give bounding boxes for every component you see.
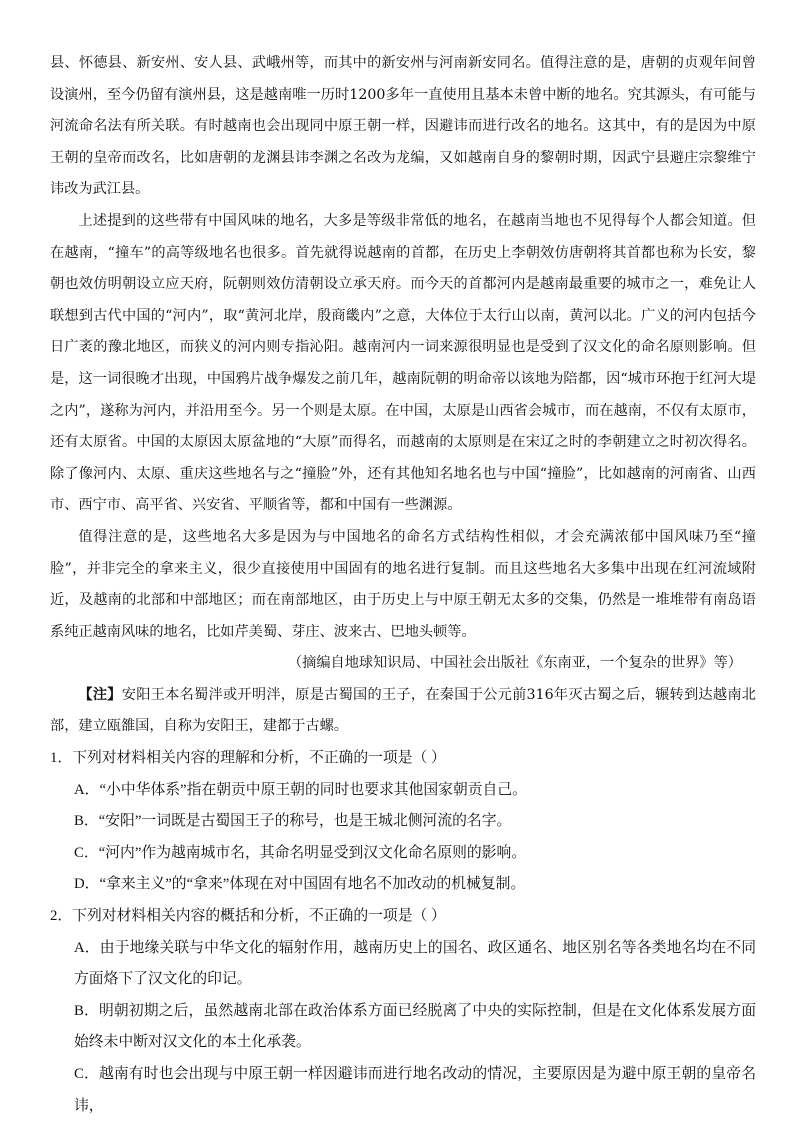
note-tag: 【注】 [78,686,122,703]
question-1 [50,743,756,901]
note-text: 安阳王本名蜀泮或开明泮，原是古蜀国的王子，在秦国于公元前316年灭古蜀之后，辗转到达越南北部，建立瓯雒国，自称为安阳王，建都于古螺。 [50,686,756,735]
question-2 [50,901,756,1122]
option-b[interactable]: B．“安阳”一词既是古蜀国王子的称号，也是王城北侧河流的名字。 [74,813,512,830]
option-a[interactable]: A．“小中华体系”指在朝贡中原王朝的同时也要求其他国家朝贡自己。 [74,781,527,798]
option-d[interactable]: D．“拿来主义”的“拿来”体现在对中国固有地名不加改动的机械复制。 [74,876,526,893]
question-stem: 1．下列对材料相关内容的理解和分析，不正确的一项是（ ） [50,750,446,767]
passage-source: （摘编自地球知识局、中国社会出版社《东南亚，一个复杂的世界》等） [287,655,742,672]
question-stem: 2．下列对材料相关内容的概括和分析，不正确的一项是（ ） [50,908,446,925]
option-b[interactable]: B．明朝初期之后，虽然越南北部在政治体系方面已经脱离了中央的实际控制，但是在文化体系发展方面始终未中断对汉文化的本土化承袭。 [74,1002,756,1051]
passage-note [50,680,756,743]
passage-paragraph-3: 值得注意的是，这些地名大多是因为与中国地名的命名方式结构性相似，才会充满浓郁中国风味乃至“撞脸”，并非完全的拿来主义，很少直接使用中国固有的地名进行复制。而且这些地名大多集中出现在红河流域附近，及越南的北部和中部地区；而在南部地区，由于历史上与中原王朝无太多的交集，仍然是一堆堆带有南岛语系纯正越南风味的地名，比如芹美蜀、芽庄、波来古、巴地头顿等。 [50,528,756,640]
option-c[interactable]: C．越南有时也会出现与中原王朝一样因避讳而进行地名改动的情况，主要原因是为避中原王朝的皇帝名讳， [74,1066,756,1114]
passage-paragraph-1: 县、怀德县、新安州、安人县、武峨州等，而其中的新安州与河南新安同名。值得注意的是，唐朝的贞观年间曾设演州，至今仍留有演州县，这是越南唯一历时1200多年一直使用且基本未曾中断的地名。究其源头，有可能与河流命名法有所关联。有时越南也会出现同中原王朝一样，因避讳而进行改名的地名。这其中，有的是因为中原王朝的皇帝而改名，比如唐朝的龙渊县讳李渊之名改为龙编，又如越南自身的黎朝时期，因武宁县避庄宗黎维宁讳改为武江县。 [50,55,756,198]
option-c[interactable]: C．“河内”作为越南城市名，其命名明显受到汉文化命名原则的影响。 [74,844,527,861]
passage-paragraph-2: 上述提到的这些带有中国风味的地名，大多是等级非常低的地名，在越南当地也不见得每个人都会知道。但在越南，“撞车”的高等级地名也很多。首先就得说越南的首都，在历史上李朝效仿唐朝将其首都也称为长安，黎朝也效仿明朝设立应天府，阮朝则效仿清朝设立承天府。而今天的首都河内是越南最重要的城市之一，难免让人联想到古代中国的“河内”，取“黄河北岸，殷商畿内”之意，大体位于太行山以南，黄河以北。广义的河内包括今日广袤的豫北地区，而狭义的河内则专指沁阳。越南河内一词来源很明显也是受到了汉文化的命名原则影响。但是，这一词很晚才出现，中国鸦片战争爆发之前几年，越南阮朝的明命帝以该地为陪都，因“城市环抱于红河大堤之内”，遂称为河内，并沿用至今。另一个则是太原。在中国，太原是山西省会城市，而在越南，不仅有太原市，还有太原省。中国的太原因太原盆地的“大原”而得名，而越南的太原则是在宋辽之时的李朝建立之时初次得名。除了像河内、太原、重庆这些地名与之“撞脸”外，还有其他知名地名也与中国“撞脸”，比如越南的河南省、山西市、西宁市、高平省、兴安省、平顺省等，都和中国有一些渊源。 [50,212,756,514]
option-a[interactable]: A．由于地缘关联与中华文化的辐射作用，越南历史上的国名、政区通名、地区别名等各类地名均在不同方面烙下了汉文化的印记。 [74,939,756,988]
